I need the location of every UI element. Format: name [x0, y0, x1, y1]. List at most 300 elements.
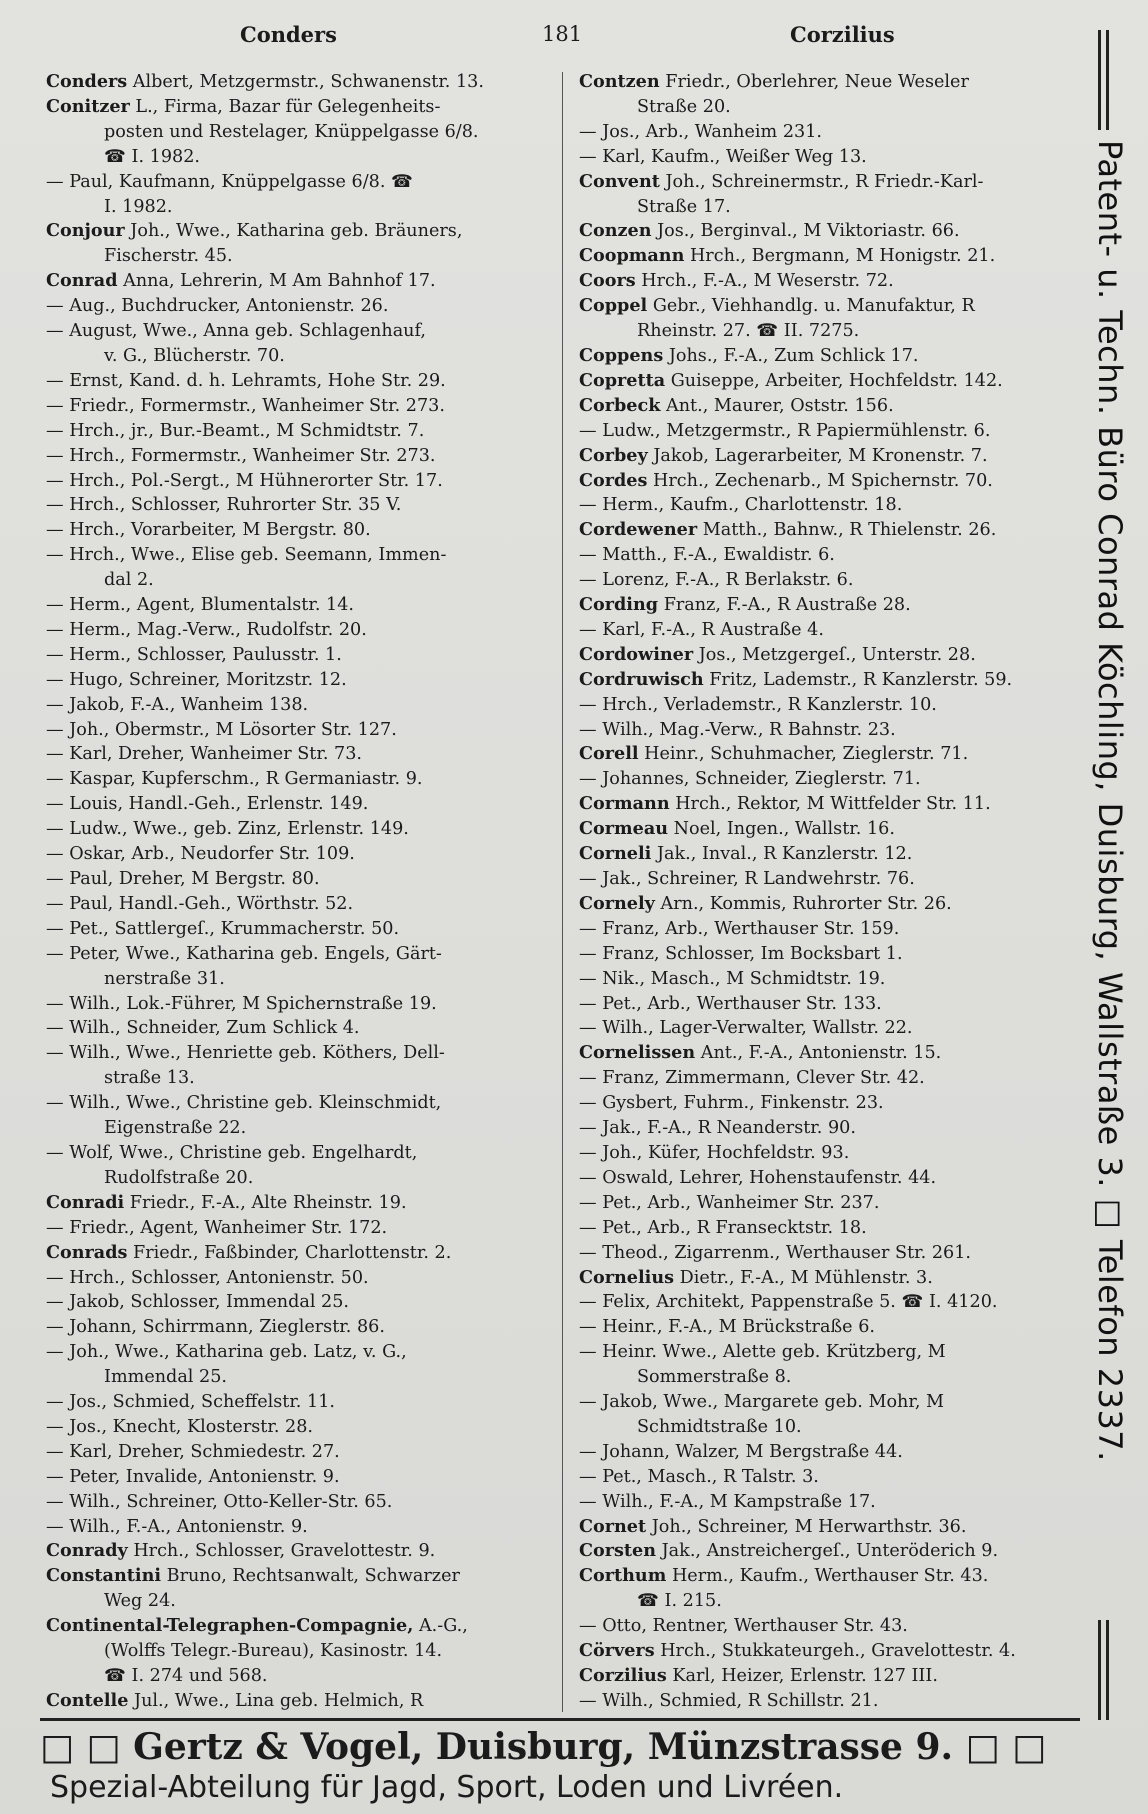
entry-first-line: [46, 817, 556, 842]
entry-text: Ernst, Kand. d. h. Lehramts, Hohe Str. 29.: [69, 370, 446, 391]
repeat-dash: —: [46, 1292, 64, 1313]
entry-text: Pet., Masch., R Talstr. 3.: [602, 1466, 819, 1487]
directory-entry: [46, 1091, 556, 1141]
directory-column-right: [579, 70, 1075, 1715]
entry-text: Wilh., F.-A., M Kampstraße 17.: [602, 1491, 876, 1512]
directory-entry: [46, 1564, 556, 1614]
directory-entry: [46, 1266, 556, 1291]
entry-text: Karl, Kaufm., Weißer Weg 13.: [602, 146, 867, 167]
entry-text: Friedr., Agent, Wanheimer Str. 172.: [69, 1217, 388, 1238]
entry-surname: Coppens: [579, 344, 664, 366]
entry-first-line: [46, 718, 556, 743]
entry-text: Hrch., Formermstr., Wanheimer Str. 273.: [69, 445, 436, 466]
entry-continuation-line: [46, 1116, 556, 1141]
entry-first-line: [46, 742, 556, 767]
repeat-dash: —: [46, 1392, 64, 1413]
repeat-dash: —: [46, 1317, 64, 1338]
entry-first-line: [579, 842, 1075, 867]
side-rule-top: [1098, 30, 1109, 130]
entry-surname: Cornelissen: [579, 1042, 696, 1064]
entry-text: ☎ I. 215.: [637, 1591, 722, 1612]
repeat-dash: —: [579, 869, 597, 889]
entry-text: ☎ I. 274 und 568.: [104, 1666, 268, 1686]
directory-entry: [579, 1490, 1075, 1515]
directory-entry: [579, 1639, 1075, 1664]
directory-entry: [46, 369, 556, 394]
entry-continuation-line: [579, 319, 1075, 344]
directory-entry: [579, 1066, 1075, 1091]
directory-entry: [46, 643, 556, 668]
entry-first-line: [46, 1490, 556, 1515]
directory-entry: [46, 469, 556, 494]
entry-surname: Corell: [579, 743, 639, 765]
repeat-dash: —: [46, 619, 64, 640]
entry-text: Hrch., Schlosser, Gravelottestr. 9.: [133, 1541, 436, 1562]
repeat-dash: —: [579, 1292, 597, 1313]
entry-first-line: [579, 618, 1075, 643]
repeat-dash: —: [579, 1093, 597, 1114]
directory-entry: [46, 1216, 556, 1241]
entry-first-line: [579, 917, 1075, 942]
side-rule-bottom: [1098, 1620, 1109, 1720]
directory-entry: [46, 792, 556, 817]
directory-entry: [579, 892, 1075, 917]
entry-text: Peter, Invalide, Antonienstr. 9.: [69, 1466, 340, 1487]
directory-entry: [579, 1166, 1075, 1191]
repeat-dash: —: [579, 1217, 597, 1238]
directory-entry: [579, 444, 1075, 469]
directory-entry: [579, 942, 1075, 967]
entry-first-line: [46, 1390, 556, 1415]
directory-entry: [579, 1689, 1075, 1714]
entry-surname: Cordowiner: [579, 643, 694, 665]
entry-first-line: [579, 1290, 1075, 1315]
entry-first-line: [579, 967, 1075, 992]
entry-text: straße 13.: [104, 1068, 195, 1089]
entry-text: Fischerstr. 45.: [104, 246, 233, 267]
directory-entry: [579, 1515, 1075, 1540]
repeat-dash: —: [579, 1491, 597, 1512]
repeat-dash: —: [579, 1242, 597, 1263]
entry-text: Wilh., F.-A., Antonienstr. 9.: [69, 1516, 308, 1537]
directory-entry: [46, 668, 556, 693]
entry-surname: Cornet: [579, 1515, 647, 1537]
entry-text: Johs., F.-A., Zum Schlick 17.: [668, 345, 919, 366]
repeat-dash: —: [46, 495, 64, 516]
directory-entry: [579, 1216, 1075, 1241]
entry-text: Theod., Zigarrenm., Werthauser Str. 261.: [602, 1242, 972, 1263]
entry-first-line: [579, 1614, 1075, 1639]
entry-text: Rheinstr. 27. ☎ II. 7275.: [637, 321, 860, 342]
directory-entry: [579, 568, 1075, 593]
entry-text: Hrch., jr., Bur.-Beamt., M Schmidtstr. 7.: [69, 420, 425, 441]
entry-text: Ant., F.-A., Antonienstr. 15.: [700, 1043, 942, 1064]
entry-text: Friedr., F.-A., Alte Rheinstr. 19.: [129, 1192, 407, 1213]
directory-entry: [46, 70, 556, 95]
entry-text: Herm., Kaufm., Charlottenstr. 18.: [602, 495, 903, 516]
repeat-dash: —: [579, 619, 597, 640]
entry-text: Nik., Masch., M Schmidtstr. 19.: [602, 968, 886, 989]
entry-text: Albert, Metzgermstr., Schwanenstr. 13.: [132, 72, 484, 92]
entry-text: posten und Restelager, Knüppelgasse 6/8.: [104, 121, 479, 142]
repeat-dash: —: [46, 1491, 64, 1512]
directory-entry: [46, 1241, 556, 1266]
repeat-dash: —: [46, 370, 64, 391]
entry-text: Jul., Wwe., Lina geb. Helmich, R: [134, 1690, 424, 1711]
directory-entry: [579, 70, 1075, 120]
repeat-dash: —: [579, 1068, 597, 1089]
directory-entry: [579, 817, 1075, 842]
directory-entry: [579, 145, 1075, 170]
entry-first-line: [579, 742, 1075, 767]
repeat-dash: —: [46, 545, 64, 566]
entry-continuation-line: [46, 1714, 556, 1715]
directory-entry: [46, 742, 556, 767]
entry-surname: Constantini: [46, 1565, 162, 1587]
directory-entry: [579, 1390, 1075, 1440]
directory-entry: [46, 493, 556, 518]
entry-surname: Conzen: [579, 220, 652, 242]
entry-first-line: [579, 892, 1075, 917]
directory-entry: [579, 1041, 1075, 1066]
entry-surname: Convent: [579, 170, 660, 192]
entry-first-line: [46, 444, 556, 469]
entry-first-line: [579, 1564, 1075, 1589]
entry-surname: Conrads: [46, 1241, 128, 1263]
directory-entry: [579, 718, 1075, 743]
entry-text: Wilh., Mag.-Verw., R Bahnstr. 23.: [602, 719, 896, 740]
repeat-dash: —: [579, 146, 597, 167]
directory-entry: [46, 718, 556, 743]
entry-first-line: [46, 618, 556, 643]
entry-first-line: [579, 518, 1075, 543]
entry-text: Heinr., Schuhmacher, Zieglerstr. 71.: [644, 744, 969, 765]
side-advertisement: [1078, 30, 1148, 1720]
entry-text: Herm., Agent, Blumentalstr. 14.: [69, 595, 355, 616]
directory-entry: [579, 344, 1075, 369]
directory-entry: [46, 1415, 556, 1440]
repeat-dash: —: [46, 420, 64, 441]
entry-continuation-line: [46, 568, 556, 593]
entry-text: Straße 17.: [637, 196, 731, 217]
directory-entry: [46, 95, 556, 170]
entry-text: Jak., Schreiner, R Landwehrstr. 76.: [602, 869, 915, 889]
entry-first-line: [579, 219, 1075, 244]
directory-entry: [46, 319, 556, 369]
entry-text: Hrch., Schlosser, Ruhrorter Str. 35 V.: [69, 495, 402, 516]
entry-text: L., Firma, Bazar für Gelegenheits-: [135, 96, 441, 117]
repeat-dash: —: [579, 1167, 597, 1188]
entry-continuation-line: [46, 967, 556, 992]
directory-entry: [46, 444, 556, 469]
repeat-dash: —: [46, 595, 64, 616]
entry-text: Straße 20.: [637, 96, 731, 117]
entry-first-line: [46, 319, 556, 344]
entry-surname: Copretta: [579, 369, 666, 391]
entry-text: Joh., Schreiner, M Herwarthstr. 36.: [651, 1516, 967, 1537]
entry-continuation-line: [46, 1589, 556, 1614]
entry-first-line: [46, 1564, 556, 1589]
repeat-dash: —: [579, 545, 597, 566]
entry-text: Hrch., Stukkateurgeh., Gravelottestr. 4.: [660, 1641, 1016, 1662]
entry-text: Eigenstraße 22.: [104, 1118, 247, 1139]
entry-surname: Conradi: [46, 1191, 125, 1213]
entry-surname: Conrady: [46, 1540, 128, 1562]
repeat-dash: —: [579, 1342, 597, 1363]
entry-first-line: [579, 693, 1075, 718]
entry-text: Jakob, Schlosser, Immendal 25.: [69, 1292, 350, 1313]
repeat-dash: —: [46, 694, 64, 715]
directory-entry: [46, 1689, 556, 1715]
entry-first-line: [579, 942, 1075, 967]
entry-text: Karl, Heizer, Erlenstr. 127 III.: [672, 1666, 938, 1686]
directory-entry: [46, 518, 556, 543]
entry-text: Oswald, Lehrer, Hohenstaufenstr. 44.: [602, 1167, 937, 1188]
entry-first-line: [46, 1539, 556, 1564]
directory-entry: [46, 842, 556, 867]
entry-first-line: [579, 1639, 1075, 1664]
entry-text: Jakob, Wwe., Margarete geb. Mohr, M: [602, 1392, 945, 1413]
directory-entry: [579, 269, 1075, 294]
entry-first-line: [46, 219, 556, 244]
directory-entry: [579, 618, 1075, 643]
directory-entry: [579, 1465, 1075, 1490]
entry-first-line: [46, 867, 556, 892]
directory-entry: [579, 294, 1075, 344]
entry-first-line: [46, 842, 556, 867]
entry-text: ☎ I. 1982.: [104, 146, 201, 167]
entry-continuation-line: [579, 95, 1075, 120]
directory-entry: [579, 1315, 1075, 1340]
entry-text: Gebr., Viehhandlg. u. Manufaktur, R: [652, 296, 975, 317]
entry-first-line: [46, 294, 556, 319]
repeat-dash: —: [46, 918, 64, 939]
entry-text: Jos., Arb., Wanheim 231.: [602, 121, 822, 142]
entry-surname: Cordes: [579, 469, 648, 491]
repeat-dash: —: [46, 769, 64, 790]
entry-first-line: [46, 1241, 556, 1266]
entry-continuation-line: [46, 1664, 556, 1689]
entry-text: dal 2.: [104, 570, 154, 591]
directory-entry: [46, 1614, 556, 1689]
entry-first-line: [46, 643, 556, 668]
entry-text: Schmidtstraße 10.: [637, 1416, 802, 1437]
entry-surname: Cörvers: [579, 1640, 655, 1662]
entry-surname: Corbey: [579, 444, 648, 466]
entry-continuation-line: [579, 1365, 1075, 1390]
repeat-dash: —: [579, 420, 597, 441]
entry-first-line: [579, 1490, 1075, 1515]
entry-text: v. G., Blücherstr. 70.: [104, 345, 285, 366]
entry-surname: Coors: [579, 270, 636, 292]
entry-text: Johann, Schirrmann, Zieglerstr. 86.: [69, 1317, 385, 1338]
entry-first-line: [579, 1539, 1075, 1564]
directory-entry: [46, 1315, 556, 1340]
entry-text: Peter, Wwe., Katharina geb. Engels, Gärt-: [69, 943, 442, 964]
entry-continuation-line: [46, 1066, 556, 1091]
entry-first-line: [579, 1066, 1075, 1091]
entry-first-line: [579, 469, 1075, 494]
entry-first-line: [579, 1116, 1075, 1141]
entry-text: Joh., Schreinermstr., R Friedr.-Karl-: [665, 171, 984, 192]
entry-first-line: [46, 269, 556, 294]
entry-text: Arn., Kommis, Ruhrorter Str. 26.: [660, 893, 952, 914]
entry-text: Wilh., Schneider, Zum Schlick 4.: [69, 1018, 360, 1039]
repeat-dash: —: [46, 669, 64, 690]
entry-first-line: [46, 1266, 556, 1291]
entry-first-line: [579, 767, 1075, 792]
entry-continuation-line: [46, 344, 556, 369]
entry-first-line: [579, 543, 1075, 568]
entry-first-line: [579, 369, 1075, 394]
repeat-dash: —: [46, 1441, 64, 1462]
entry-surname: Coppel: [579, 295, 648, 317]
entry-first-line: [579, 1191, 1075, 1216]
entry-first-line: [579, 817, 1075, 842]
entry-text: Hrch., Rektor, M Wittfelder Str. 11.: [675, 794, 991, 815]
repeat-dash: —: [579, 1317, 597, 1338]
entry-first-line: [579, 1041, 1075, 1066]
entry-first-line: [46, 1415, 556, 1440]
directory-entry: [46, 1016, 556, 1041]
directory-entry: [579, 967, 1075, 992]
directory-entry: [46, 543, 556, 593]
entry-first-line: [579, 1241, 1075, 1266]
entry-text: Paul, Handl.-Geh., Wörthstr. 52.: [69, 893, 354, 914]
entry-first-line: [46, 1515, 556, 1540]
directory-entry: [579, 767, 1075, 792]
directory-entry: [46, 1290, 556, 1315]
directory-entry: [46, 992, 556, 1017]
repeat-dash: —: [579, 1466, 597, 1487]
entry-text: A.-G.,: [418, 1616, 468, 1637]
entry-surname: Conrad: [46, 270, 118, 292]
entry-first-line: [46, 70, 556, 95]
entry-continuation-line: [579, 1589, 1075, 1614]
entry-first-line: [46, 1141, 556, 1166]
footer-advertisement-subtitle: Spezial-Abteilung für Jagd, Sport, Loden und Livréen.: [50, 1770, 844, 1805]
entry-text: Paul, Kaufmann, Knüppelgasse 6/8. ☎: [69, 171, 413, 192]
directory-entry: [579, 1091, 1075, 1116]
entry-text: Pet., Arb., Werthauser Str. 133.: [602, 993, 882, 1014]
entry-surname: Conders: [46, 71, 128, 92]
entry-first-line: [46, 992, 556, 1017]
entry-first-line: [579, 70, 1075, 95]
repeat-dash: —: [579, 495, 597, 516]
entry-text: Johann, Walzer, M Bergstraße 44.: [602, 1441, 903, 1462]
entry-continuation-line: [46, 195, 556, 220]
directory-entry: [46, 817, 556, 842]
directory-entry: [46, 419, 556, 444]
entry-text: Jakob, F.-A., Wanheim 138.: [69, 694, 309, 715]
directory-entry: [579, 419, 1075, 444]
entry-first-line: [46, 469, 556, 494]
repeat-dash: —: [46, 993, 64, 1014]
entry-first-line: [579, 1315, 1075, 1340]
entry-text: Matth., F.-A., Ewaldistr. 6.: [602, 545, 835, 566]
entry-first-line: [46, 394, 556, 419]
entry-first-line: [46, 1689, 556, 1714]
directory-entry: [579, 1191, 1075, 1216]
entry-text: Wilh., Wwe., Christine geb. Kleinschmidt,: [69, 1093, 442, 1114]
entry-first-line: [46, 1290, 556, 1315]
entry-text: Immendal 25.: [104, 1367, 228, 1388]
repeat-dash: —: [46, 644, 64, 665]
entry-surname: Cordruwisch: [579, 668, 704, 690]
entry-first-line: [579, 170, 1075, 195]
entry-text: Joh., Küfer, Hochfeldstr. 93.: [602, 1142, 850, 1163]
entry-surname: Contelle: [46, 1689, 129, 1711]
entry-first-line: [579, 1390, 1075, 1415]
entry-first-line: [46, 892, 556, 917]
directory-entry: [46, 1041, 556, 1091]
repeat-dash: —: [46, 445, 64, 466]
repeat-dash: —: [579, 993, 597, 1014]
entry-first-line: [579, 1664, 1075, 1689]
repeat-dash: —: [46, 1416, 64, 1437]
entry-text: Franz, Zimmermann, Clever Str. 42.: [602, 1068, 925, 1089]
entry-first-line: [579, 792, 1075, 817]
entry-text: Ludw., Metzgermstr., R Papiermühlenstr. 6.: [602, 420, 991, 441]
directory-entry: [579, 917, 1075, 942]
directory-entry: [46, 269, 556, 294]
entry-first-line: [579, 444, 1075, 469]
directory-entry: [579, 1614, 1075, 1639]
entry-text: Wilh., Schreiner, Otto-Keller-Str. 65.: [69, 1491, 393, 1512]
directory-entry: [579, 493, 1075, 518]
entry-text: Hrch., Verlademstr., R Kanzlerstr. 10.: [602, 694, 937, 715]
directory-entry: [579, 1290, 1075, 1315]
directory-entry: [579, 120, 1075, 145]
side-advertisement-text: Patent- u. Techn. Büro Conrad Köchling, Duisburg, Wallstraße 3. □ Telefon 2337.: [1091, 140, 1129, 1462]
entry-text: Jak., F.-A., R Neanderstr. 90.: [602, 1118, 856, 1139]
entry-text: Jak., Anstreichergeſ., Unteröderich 9.: [661, 1541, 999, 1562]
entry-first-line: [579, 1141, 1075, 1166]
entry-first-line: [579, 718, 1075, 743]
entry-surname: Cormeau: [579, 818, 669, 840]
repeat-dash: —: [46, 395, 64, 416]
entry-first-line: [46, 1091, 556, 1116]
entry-first-line: [579, 1515, 1075, 1540]
entry-text: Fritz, Lademstr., R Kanzlerstr. 59.: [709, 669, 1013, 690]
entry-text: Jos., Berginval., M Viktoriastr. 66.: [657, 221, 960, 242]
entry-text: Ludw., Wwe., geb. Zinz, Erlenstr. 149.: [69, 819, 409, 840]
repeat-dash: —: [46, 171, 64, 192]
entry-first-line: [46, 767, 556, 792]
entry-first-line: [579, 1440, 1075, 1465]
entry-surname: Conjour: [46, 220, 125, 242]
entry-surname: Corneli: [579, 843, 652, 865]
directory-entry: [46, 1141, 556, 1191]
repeat-dash: —: [46, 794, 64, 815]
directory-entry: [46, 917, 556, 942]
entry-surname: Cording: [579, 594, 659, 616]
entry-text: Joh., Wwe., Katharina geb. Bräuners,: [130, 221, 463, 242]
entry-text: Pet., Arb., R Fransecktstr. 18.: [602, 1217, 867, 1238]
entry-text: Hrch., Pol.-Sergt., M Hühnerorter Str. 17.: [69, 470, 443, 491]
entry-first-line: [579, 344, 1075, 369]
directory-entry: [46, 892, 556, 917]
repeat-dash: —: [579, 719, 597, 740]
footer-rule: [40, 1718, 1080, 1721]
directory-entry: [579, 170, 1075, 220]
entry-text: Franz, F.-A., R Austraße 28.: [663, 595, 911, 616]
directory-entry: [579, 867, 1075, 892]
entry-first-line: [46, 693, 556, 718]
repeat-dash: —: [46, 296, 64, 317]
directory-entry: [46, 1465, 556, 1490]
entry-surname: Corzilius: [579, 1665, 667, 1686]
